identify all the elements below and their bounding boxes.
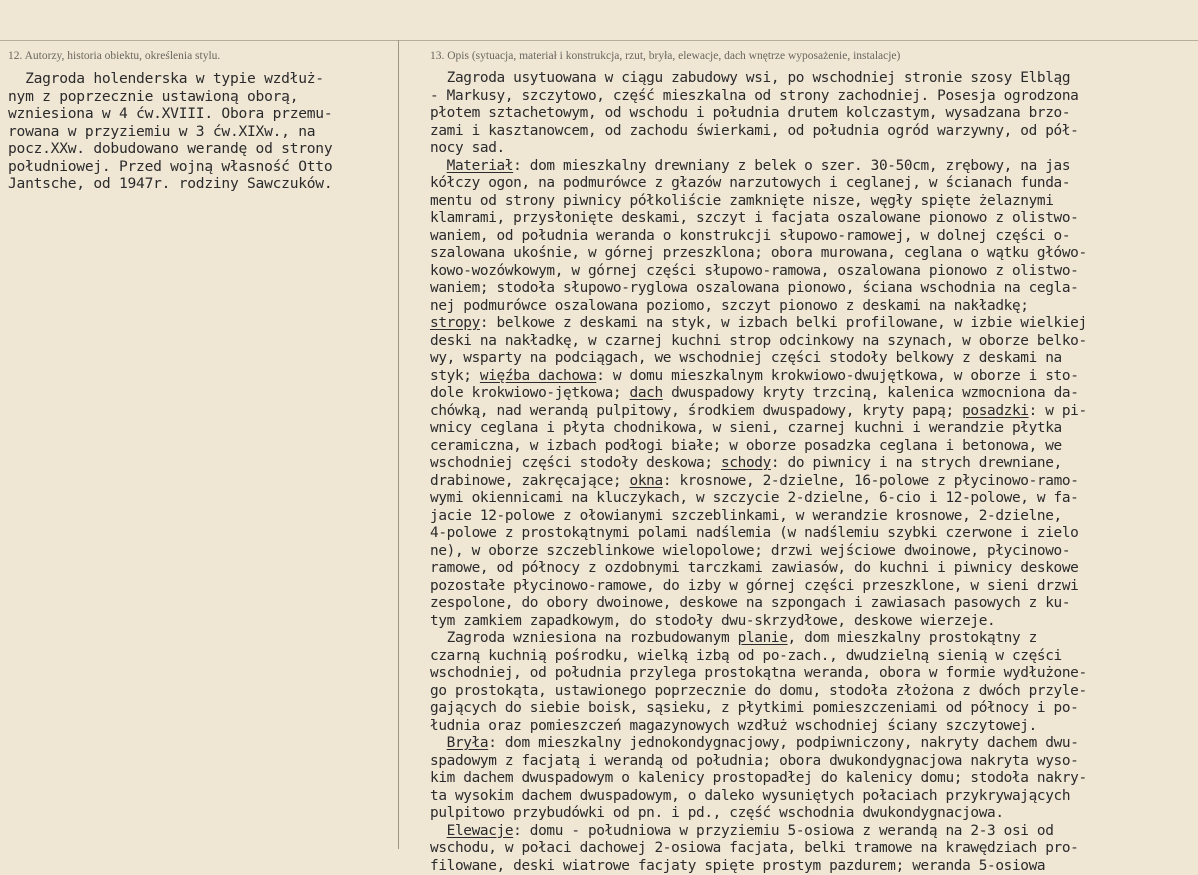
text-line [430,455,1196,473]
text-run: wschodu, w połaci dachowej 2-osiowa facjata, belki tramowe na krawędziach pro- [430,840,1079,856]
text-line [430,858,1196,875]
text-run: mentu od strony piwnicy półkoliście zamknięte nisze, węgły spięte żelaznymi [430,193,1054,209]
text-line [430,805,1196,823]
text-run: : do piwnicy i na strych drewniane, [771,455,1062,471]
text-run: chówką, nad werandą pulpitowy, środkiem dwuspadowy, kryty papą; [430,403,962,419]
underlined-heading: Materiał [447,158,514,174]
text-line [430,385,1196,403]
text-run: kółczy ogon, na podmurówce z głazów narzutowych i ceglanej, w ścianach funda- [430,175,1070,191]
text-line [430,543,1196,561]
text-run: : dom mieszkalny jednokondygnacjowy, podpiwniczony, nakryty dachem dwu- [488,735,1078,751]
text-line [430,683,1196,701]
text-run: czarną kuchnią pośrodku, wielką izbą od po-zach., dwudzielną sienią w części [430,648,1062,664]
text-run: płotem sztachetowym, od wschodu i południa drutem kolczastym, wysadzana brzo- [430,105,1070,121]
underlined-heading: okna [630,473,663,489]
text-run: Zagroda wzniesiona na rozbudowanym [430,630,738,646]
text-line [430,770,1196,788]
text-line [430,333,1196,351]
text-line [8,175,394,193]
text-line [430,350,1196,368]
underlined-heading: Bryła [447,735,489,751]
text-run: wzniesiona w 4 ćw.XVIII. Obora przemu- [8,105,332,122]
text-run: nocy sad. [430,140,505,156]
text-run: ceramiczna, w izbach podłogi białe; w oborze posadzka ceglana i betonowa, we [430,438,1062,454]
text-line [430,140,1196,158]
text-run: nej podmurówce oszalowana poziomo, szczyt pionowo z deskami na nakładkę; [430,298,1029,314]
text-run: ne), w oborze szczeblinkowe wielopolowe; drzwi wejściowe dwoinowe, płycinowo- [430,543,1070,559]
text-line [430,123,1196,141]
text-run: waniem; stodoła słupowo-ryglowa oszalowana pionowo, ściana wschodnia na cegla- [430,280,1079,296]
underlined-heading: dach [630,385,663,401]
text-run: klamrami, przysłonięte deskami, szczyt i facjata oszalowane pionowo z olistwo- [430,210,1079,226]
history-text [8,70,394,193]
text-line [430,70,1196,88]
text-line [8,88,394,106]
text-line [430,595,1196,613]
text-run: spadowym z facjatą i werandą od południa; obora dwukondygnacjowa nakryta wyso- [430,753,1079,769]
text-run: zami i kasztanowcem, od zachodu świerkami, od południa ogród warzywny, od pół- [430,123,1079,139]
column-divider [398,40,399,849]
text-run: pozostałe płycinowo-ramowe, do izby w górnej części przeszklone, w sieni drzwi [430,578,1079,594]
text-run: : dom mieszkalny drewniany z belek o szer. 30-50cm, zrębowy, na jas [513,158,1070,174]
underlined-heading: posadzki [962,403,1029,419]
text-line [430,298,1196,316]
text-line [430,735,1196,753]
text-line [430,753,1196,771]
text-line [430,490,1196,508]
text-line [430,438,1196,456]
text-run: Zagroda holenderska w typie wzdłuż- [8,70,324,87]
text-run: rowana w przyziemiu w 3 ćw.XIXw., na [8,123,315,140]
text-run: - Markusy, szczytowo, część mieszkalna od strony zachodniej. Posesja ogrodzona [430,88,1079,104]
text-run: drabinowe, zakręcające; [430,473,630,489]
text-run: : w domu mieszkalnym krokwiowo-dwujętkowa, w oborze i sto- [596,368,1078,384]
text-line [430,175,1196,193]
text-line [8,140,394,158]
text-run: pocz.XXw. dobudowano werandę od strony [8,140,332,157]
text-run: deski na nakładkę, w czarnej kuchni strop odcinkowy na szynach, w oborze belko- [430,333,1087,349]
left-field-label: 12. Autorzy, historia obiektu, określenia stylu. [8,50,220,62]
text-line [8,123,394,141]
text-run: wymi okiennicami na kluczykach, w szczycie 2-dzielne, 6-cio i 12-polowe, w fa- [430,490,1079,506]
text-line [430,648,1196,666]
text-run: : domu - południowa w przyziemiu 5-osiowa z werandą na 2-3 osi od [513,823,1053,839]
text-line [430,105,1196,123]
text-run: kowo-wozówkowym, w górnej części słupowo-ramowa, oszalowana pionowo z olistwo- [430,263,1079,279]
text-run: wnicy ceglana i płyta chodnikowa, w sieni, czarnej kuchni i werandzie płytka [430,420,1062,436]
text-line [8,105,394,123]
text-run: wschodniej, od południa przylega prostokątna weranda, obora w formie wydłużone- [430,665,1087,681]
text-line [430,473,1196,491]
text-line [430,630,1196,648]
text-line [430,263,1196,281]
top-rule [0,40,1198,41]
text-run [430,823,447,839]
text-run: łudnia oraz pomieszczeń magazynowych wzdłuż wschodniej ściany szczytowej. [430,718,1037,734]
text-run: dwuspadowy kryty trzciną, kalenica wzmocniona da- [663,385,1079,401]
text-run: jacie 12-polowe z ołowianymi szczeblinkami, w werandzie krosnowe, 2-dzielne, [430,508,1062,524]
text-run: Jantsche, od 1947r. rodziny Sawczuków. [8,175,332,192]
text-line [430,280,1196,298]
text-line [430,193,1196,211]
text-line [430,210,1196,228]
text-run: filowane, deski wiatrowe facjaty spięte prostym pazdurem; weranda 5-osiowa [430,858,1045,874]
text-line [430,823,1196,841]
text-line [430,403,1196,421]
text-run: wschodniej części stodoły deskowa; [430,455,721,471]
text-line [430,368,1196,386]
underlined-heading: schody [721,455,771,471]
text-line [430,613,1196,631]
text-run: dole krokwiowo-jętkowa; [430,385,630,401]
text-line [8,70,394,88]
text-run: zespolone, do obory dwoinowe, deskowe na szpongach i zawiasach pasowych z ku- [430,595,1070,611]
text-line [430,700,1196,718]
description-text [430,70,1196,875]
text-run: nym z poprzecznie ustawioną oborą, [8,88,298,105]
text-run: pulpitowo przybudówki od pn. i pd., część wschodnia dwukondygnacjowa. [430,805,1004,821]
text-run: ramowe, od północy z ozdobnymi tarczkami zawiasów, do kuchni i piwnicy deskowe [430,560,1079,576]
text-run: szalowana ukośnie, w górnej przeszklona; obora murowana, ceglana o wątku główo- [430,245,1087,261]
text-line [430,560,1196,578]
text-run: tym zamkiem zapadkowym, do stodoły dwu-skrzydłowe, deskowe wierzeje. [430,613,995,629]
text-run: go prostokąta, ustawionego poprzecznie do domu, stodoła złożona z dwóch przyle- [430,683,1087,699]
text-run [430,735,447,751]
text-run: : w pi- [1029,403,1087,419]
text-line [430,788,1196,806]
text-line [430,245,1196,263]
text-run: ta wysokim dachem dwuspadowym, o daleko wysuniętych połaciach przykrywających [430,788,1070,804]
underlined-heading: stropy [430,315,480,331]
text-run: , dom mieszkalny prostokątny z [788,630,1037,646]
text-run [430,158,447,174]
text-line [430,665,1196,683]
text-run: wy, wsparty na podciągach, we wschodniej części stodoły belkowy z deskami na [430,350,1062,366]
right-field-label: 13. Opis (sytuacja, materiał i konstrukcja, rzut, bryła, elewacje, dach wnętrze wyposażenie, instalacje) [430,50,900,62]
text-line [430,508,1196,526]
text-run: 4-polowe z prostokątnymi polami nadślemia (w nadślemiu szybki czerwone i zielo [430,525,1079,541]
text-run: kim dachem dwuspadowym o kalenicy prostopadłej do kalenicy domu; stodoła nakry- [430,770,1087,786]
text-line [430,88,1196,106]
underlined-heading: Elewacje [447,823,514,839]
text-run: Zagroda usytuowana w ciągu zabudowy wsi, po wschodniej stronie szosy Elbląg [430,70,1070,86]
underlined-heading: planie [738,630,788,646]
text-line [430,228,1196,246]
text-line [430,578,1196,596]
text-line [430,158,1196,176]
text-run: gających do siebie boisk, sąsieku, z płytkimi pomieszczeniami od północy i po- [430,700,1079,716]
text-line [430,718,1196,736]
text-run: styk; [430,368,480,384]
underlined-heading: więźba dachowa [480,368,596,384]
text-line [430,420,1196,438]
text-run: waniem, od południa weranda o konstrukcji słupowo-ramowej, w dolnej części o- [430,228,1070,244]
text-line [430,315,1196,333]
text-run: : krosnowe, 2-dzielne, 16-polowe z płycinowo-ramo- [663,473,1079,489]
text-run: : belkowe z deskami na styk, w izbach belki profilowane, w izbie wielkiej [480,315,1087,331]
text-run: południowej. Przed wojną własność Otto [8,158,332,175]
text-line [430,525,1196,543]
text-line [8,158,394,176]
